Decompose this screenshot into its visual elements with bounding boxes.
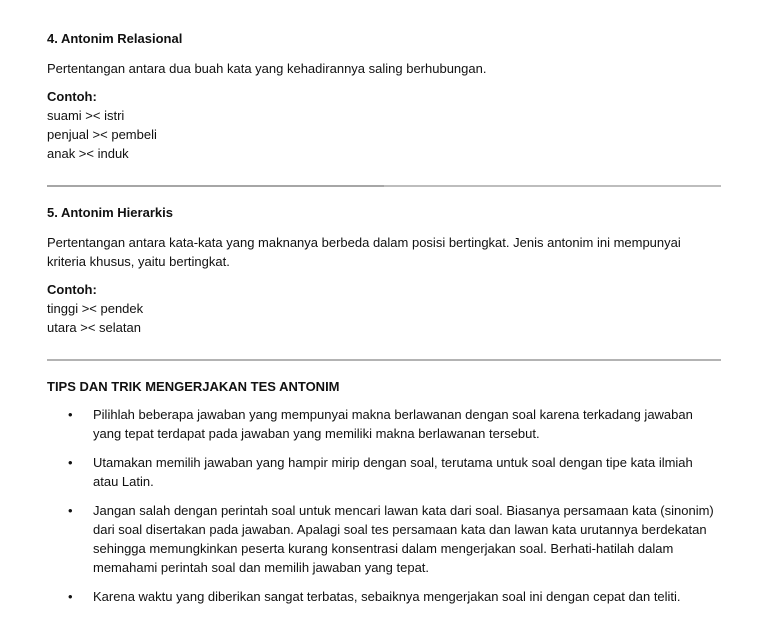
section4-example-2: penjual >< pembeli (47, 127, 157, 142)
section5-example-title: Contoh: (47, 282, 97, 297)
tips-list (47, 405, 721, 606)
tip-text: Jangan salah dengan perintah soal untuk mencari lawan kata dari soal. Biasanya persamaan kata (sinonim) dari soal disertakan pada jawaban. Apalagi soal tes persamaan kata dan lawan kata urutannya berdekatan sehingga memungkinkan peserta kurang konsentrasi dalam mengerjakan soal. Berhati-hatilah dalam memahami perintah soal dan memilih jawaban yang tepat. (93, 503, 714, 575)
section4-example-1: suami >< istri (47, 108, 125, 123)
bullet-icon: • (68, 589, 73, 604)
tip-text: Karena waktu yang diberikan sangat terbatas, sebaiknya mengerjakan soal ini dengan cepat dan teliti. (93, 589, 681, 604)
section4-heading: 4. Antonim Relasional (47, 31, 183, 46)
section5-example-2: utara >< selatan (47, 320, 141, 335)
tip-text: Utamakan memilih jawaban yang hampir mirip dengan soal, terutama untuk soal dengan tipe kata ilmiah atau Latin. (93, 455, 693, 489)
tips-heading: TIPS DAN TRIK MENGERJAKAN TES ANTONIM (47, 379, 340, 394)
section5-description: Pertentangan antara kata-kata yang maknanya berbeda dalam posisi bertingkat. Jenis antonim ini mempunyai kriteria khusus, yaitu bertingkat. (47, 235, 681, 269)
bullet-icon: • (68, 407, 73, 422)
list-item (47, 405, 721, 443)
tip-text: Pilihlah beberapa jawaban yang mempunyai makna berlawanan dengan soal karena terkadang jawaban yang tepat terdapat pada jawaban yang memiliki makna berlawanan tersebut. (93, 407, 693, 441)
list-item (47, 501, 721, 577)
bullet-icon: • (68, 455, 73, 470)
list-item (47, 453, 721, 491)
section4-example-title: Contoh: (47, 89, 97, 104)
section4-example-3: anak >< induk (47, 146, 129, 161)
section4-description: Pertentangan antara dua buah kata yang kehadirannya saling berhubungan. (47, 61, 487, 76)
bullet-icon: • (68, 503, 73, 518)
list-item (47, 587, 721, 606)
section5-heading: 5. Antonim Hierarkis (47, 205, 173, 220)
section5-example-1: tinggi >< pendek (47, 301, 144, 316)
